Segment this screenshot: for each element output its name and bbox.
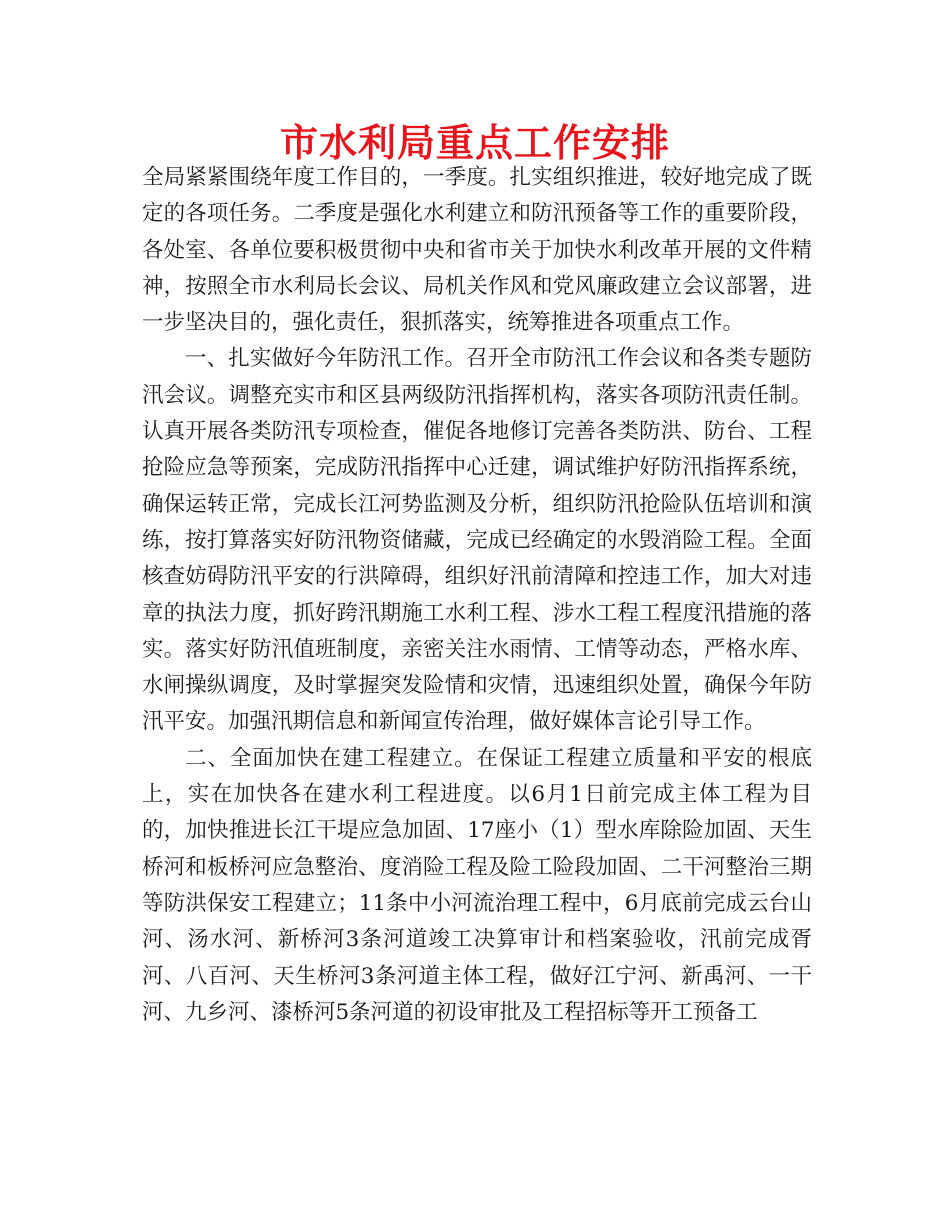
paragraph-flood-control: 一、扎实做好今年防汛工作。召开全市防汛工作会议和各类专题防汛会议。调整充实市和区县两级防汛指挥机构，落实各项防汛责任制。认真开展各类防汛专项检查，催促各地修订完善各类防洪、防台、工程抢险应急等预案，完成防汛指挥中心迁建，调试维护好防汛指挥系统，确保运转正常，完成长江河势监测及分析，组织防汛抢险队伍培训和演练，按打算落实好防汛物资储藏，完成已经确定的水毁消险工程。全面核查妨碍防汛平安的行洪障碍，组织好汛前清障和控违工作，加大对违章的执法力度，抓好跨汛期施工水利工程、涉水工程工程度汛措施的落实。落实好防汛值班制度，亲密关注水雨情、工情等动态，严格水库、水闸操纵调度，及时掌握突发险情和灾情，迅速组织处置，确保今年防汛平安。加强汛期信息和新闻宣传治理，做好媒体言论引导工作。 (142, 346, 812, 735)
document-body (142, 160, 812, 1031)
paragraph-construction: 二、全面加快在建工程建立。在保证工程建立质量和平安的根底上，实在加快各在建水利工程进度。以6月1日前完成主体工程为目的，加快推进长江干堤应急加固、17座小（1）型水库除险加固、天生桥河和板桥河应急整治、度消险工程及险工险段加固、二干河整治三期等防洪保安工程建立；11条中小河流治理工程中，6月底前完成云台山河、汤水河、新桥河3条河道竣工决算审计和档案验收，汛前完成胥河、八百河、天生桥河3条河道主体工程，做好江宁河、新禹河、一干河、九乡河、漆桥河5条河道的初设审批及工程招标等开工预备工 (142, 745, 812, 1025)
paragraph-intro: 全局紧紧围绕年度工作目的，一季度。扎实组织推进，较好地完成了既定的各项任务。二季度是强化水利建立和防汛预备等工作的重要阶段，各处室、各单位要积极贯彻中央和省市关于加快水利改革开展的文件精神，按照全市水利局长会议、局机关作风和党风廉政建立会议部署，进一步坚决目的，强化责任，狠抓落实，统筹推进各项重点工作。 (142, 165, 812, 336)
document-title: 市水利局重点工作安排 (279, 121, 670, 165)
